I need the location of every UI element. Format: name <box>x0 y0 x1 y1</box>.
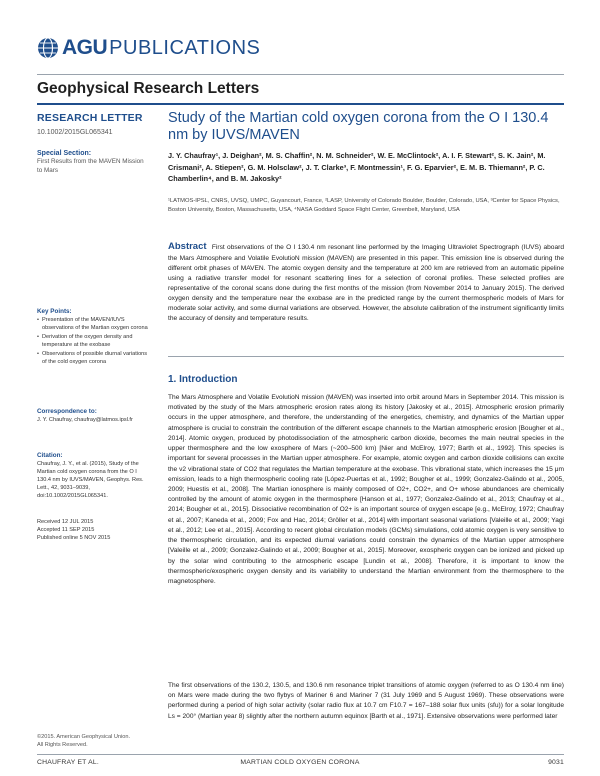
article-sidebar <box>37 112 149 541</box>
citation-text: Chaufray, J. Y., et al. (2015), Study of the Martian cold oxygen corona from the O I 130.4 nm by IUVS/MAVEN, Geophys. Res. Lett., 42, 9031–9039, doi:10.1002/2015GL065341. <box>37 461 144 499</box>
key-points-list <box>37 317 149 367</box>
special-section-heading: Special Section: <box>37 150 92 157</box>
footer-divider <box>37 754 564 755</box>
logo-agu-text: AGU <box>62 36 108 59</box>
abstract <box>168 240 564 323</box>
logo-publications-text: PUBLICATIONS <box>109 36 261 59</box>
agu-publications-logo <box>37 36 260 60</box>
accepted-date: Accepted 11 SEP 2015 <box>37 526 95 533</box>
copyright-notice <box>37 733 149 749</box>
citation <box>37 452 149 501</box>
header-divider <box>37 74 564 75</box>
received-date: Received 12 JUL 2015 <box>37 519 94 525</box>
abstract-text: First observations of the O I 130.4 nm resonant line performed by the Imaging Ultraviolet Spectrograph (IUVS) aboard the Mars Atmosphere and Volatile EvolutioN mission (MAVEN) are presented in this paper. This emission line is observed during the different orbit phases of MAVEN. The atomic oxygen density and the temperature at 200 km are retrieved from an automatic pipeline using a radiative transfer model for resonant scattering lines for a selection of coronal profiles. These selected profiles are representative of the coronal scans done during the first months of the mission (from November 2014 to January 2015). The derived oxygen density and the temperature near the exobase are in the predicted range by the current thermospheric models of Mars for moderate solar activity, and some diurnal variations are observed. However, the absolute calibration of the instrument significantly limits the accuracy of density and temperature results. <box>168 244 564 322</box>
key-point-item: • Derivation of the oxygen density and temperature at the exobase <box>37 334 149 350</box>
article-type: RESEARCH LETTER <box>37 112 143 124</box>
article-doi[interactable]: 10.1002/2015GL065341 <box>37 129 113 136</box>
journal-name: Geophysical Research Letters <box>37 80 260 97</box>
special-section-name[interactable]: First Results from the MAVEN Mission to Mars <box>37 158 144 174</box>
key-points <box>37 308 149 368</box>
abstract-divider <box>168 356 564 357</box>
body-paragraph: The first observations of the 130.2, 130.5, and 130.6 nm resonance triplet transitions of atomic oxygen (referred to as O 130.4 nm line) on Mars were made during the two flybys of Mariner 6 and Mariner 7 (31 July 1969 and 5 August 1969). These observations were performed during a period of high solar activity (solar radio flux at 10.7 cm F10.7 = 167–188 solar flux units (sfu)) for a solar longitude Ls = 200° (Martian year 8) slightly after the northern autumn equinox [Barth et al., 1971]. Extensive observations were performed later <box>168 682 564 720</box>
correspondence-contact[interactable]: J. Y. Chaufray, chaufray@latmos.ipsl.fr <box>37 417 133 423</box>
journal-divider <box>37 103 564 105</box>
section-heading: 1. Introduction <box>168 374 238 385</box>
key-point-item: • Presentation of the MAVEN/IUVS observations of the Martian oxygen corona <box>37 317 149 333</box>
copyright-line: ©2015. American Geophysical Union. <box>37 734 131 740</box>
footer-authors: CHAUFRAY ET AL. <box>37 759 99 766</box>
author-list: J. Y. Chaufray¹, J. Deighan², M. S. Chaffin², N. M. Schneider², W. E. McClintock², A. I. F. Stewart², S. K. Jain², M. Crismani², A. Stiepen², G. M. Holsclaw², J. T. Clarke³, F. Montmessin¹, F. G. Eparvier², E. M. B. Thiemann², P. C. Chamberlin⁴, and B. M. Jakosky² <box>168 151 546 184</box>
abstract-heading: Abstract <box>168 241 207 252</box>
key-points-heading: Key Points: <box>37 308 72 315</box>
copyright-line: All Rights Reserved. <box>37 742 88 749</box>
publication-dates <box>37 519 149 543</box>
published-date: Published online 5 NOV 2015 <box>37 534 111 541</box>
body-paragraph: The Mars Atmosphere and Volatile EvolutioN mission (MAVEN) was inserted into orbit around Mars in September 2014. This mission is motivated by the study of the Mars atmospheric erosion rates along its history [Jakosky et al., 2015]. Atmospheric erosion primarily occurs in the upper atmosphere, and therefore, the understanding of the energetics, chemistry, and dynamics of the Martian upper atmosphere is crucial to constrain the contribution of the different escape channels to the Martian atmospheric erosion [Bougher et al., 2014]. Atomic oxygen, produced by photodissociation of the atmospheric carbon dioxide, becomes the main neutral species in the upper thermosphere and the low exosphere of Mars (~200–500 km) [Nier and McElroy, 1977; Barth et al., 1992]. This species is important for several processes in the Martian upper atmosphere. For example, atomic oxygen and carbon dioxide collisions can excite the ν2 vibrational state of CO2 that regulates the Martian temperature at the exobase. This vibrational state, which increases the 15 μm emission, leads to a high thermospheric cooling rate [López-Puertas et al., 1992; Bougher et al., 1999; Gonzalez-Galindo et al., 2005, 2009; Huestis et al., 2008]. The Martian ionosphere is mainly composed of O2+, CO2+, and O+ whose abundances are chemically controlled by the amount of atomic oxygen in the thermosphere [Hanson et al., 1977; Gonzalez-Galindo et al., 2013; Chaufray et al., 2014; Bougher et al., 2015]. Dissociative recombination of O2+ is an important source of oxygen escape [e.g., McElroy, 1972; Chaufray et al., 2007; Kaneda et al., 2009; Fox and Hac, 2014; Gröller et al., 2014] with important seasonal variations [Valeille et al., 2009; Yagi et al., 2012; Lee et al., 2015]. According to recent global circulation models (GCMs) simulations, cold atomic oxygen is very sensitive to the thermospheric circulation, and its expected diurnal variations could constrain the dynamics of the Martian upper atmosphere [Valeille et al., 2009; Gonzalez-Galindo et al., 2009; Bougher et al., 2015]. Moreover, exospheric oxygen can be ionized and picked up by the solar wind contributing to the atmospheric escape [Lundin et al., 2008]. Therefore, it is important to know the thermospheric/exospheric oxygen density and its variability to understand the Martian environment from the thermosphere to the magnetosphere. <box>168 394 564 585</box>
globe-icon <box>37 37 59 59</box>
page-number: 9031 <box>548 759 564 766</box>
correspondence <box>37 408 149 425</box>
article-title: Study of the Martian cold oxygen corona from the O I 130.4 nm by IUVS/MAVEN <box>168 110 549 144</box>
affiliations: ¹LATMOS-IPSL, CNRS, UVSQ, UMPC, Guyancourt, France, ²LASP, University of Colorado Boulder, Boulder, Colorado, USA, ³Center for Space Physics, Boston University, Boston, Massachusetts, USA, ⁴NASA Goddard Space Flight Center, Greenbelt, Maryland, USA <box>168 198 560 213</box>
citation-heading: Citation: <box>37 452 63 459</box>
correspondence-heading: Correspondence to: <box>37 408 97 415</box>
footer-running-title: MARTIAN COLD OXYGEN CORONA <box>240 759 360 766</box>
key-point-item: • Observations of possible diurnal variations of the cold oxygen corona <box>37 351 149 367</box>
